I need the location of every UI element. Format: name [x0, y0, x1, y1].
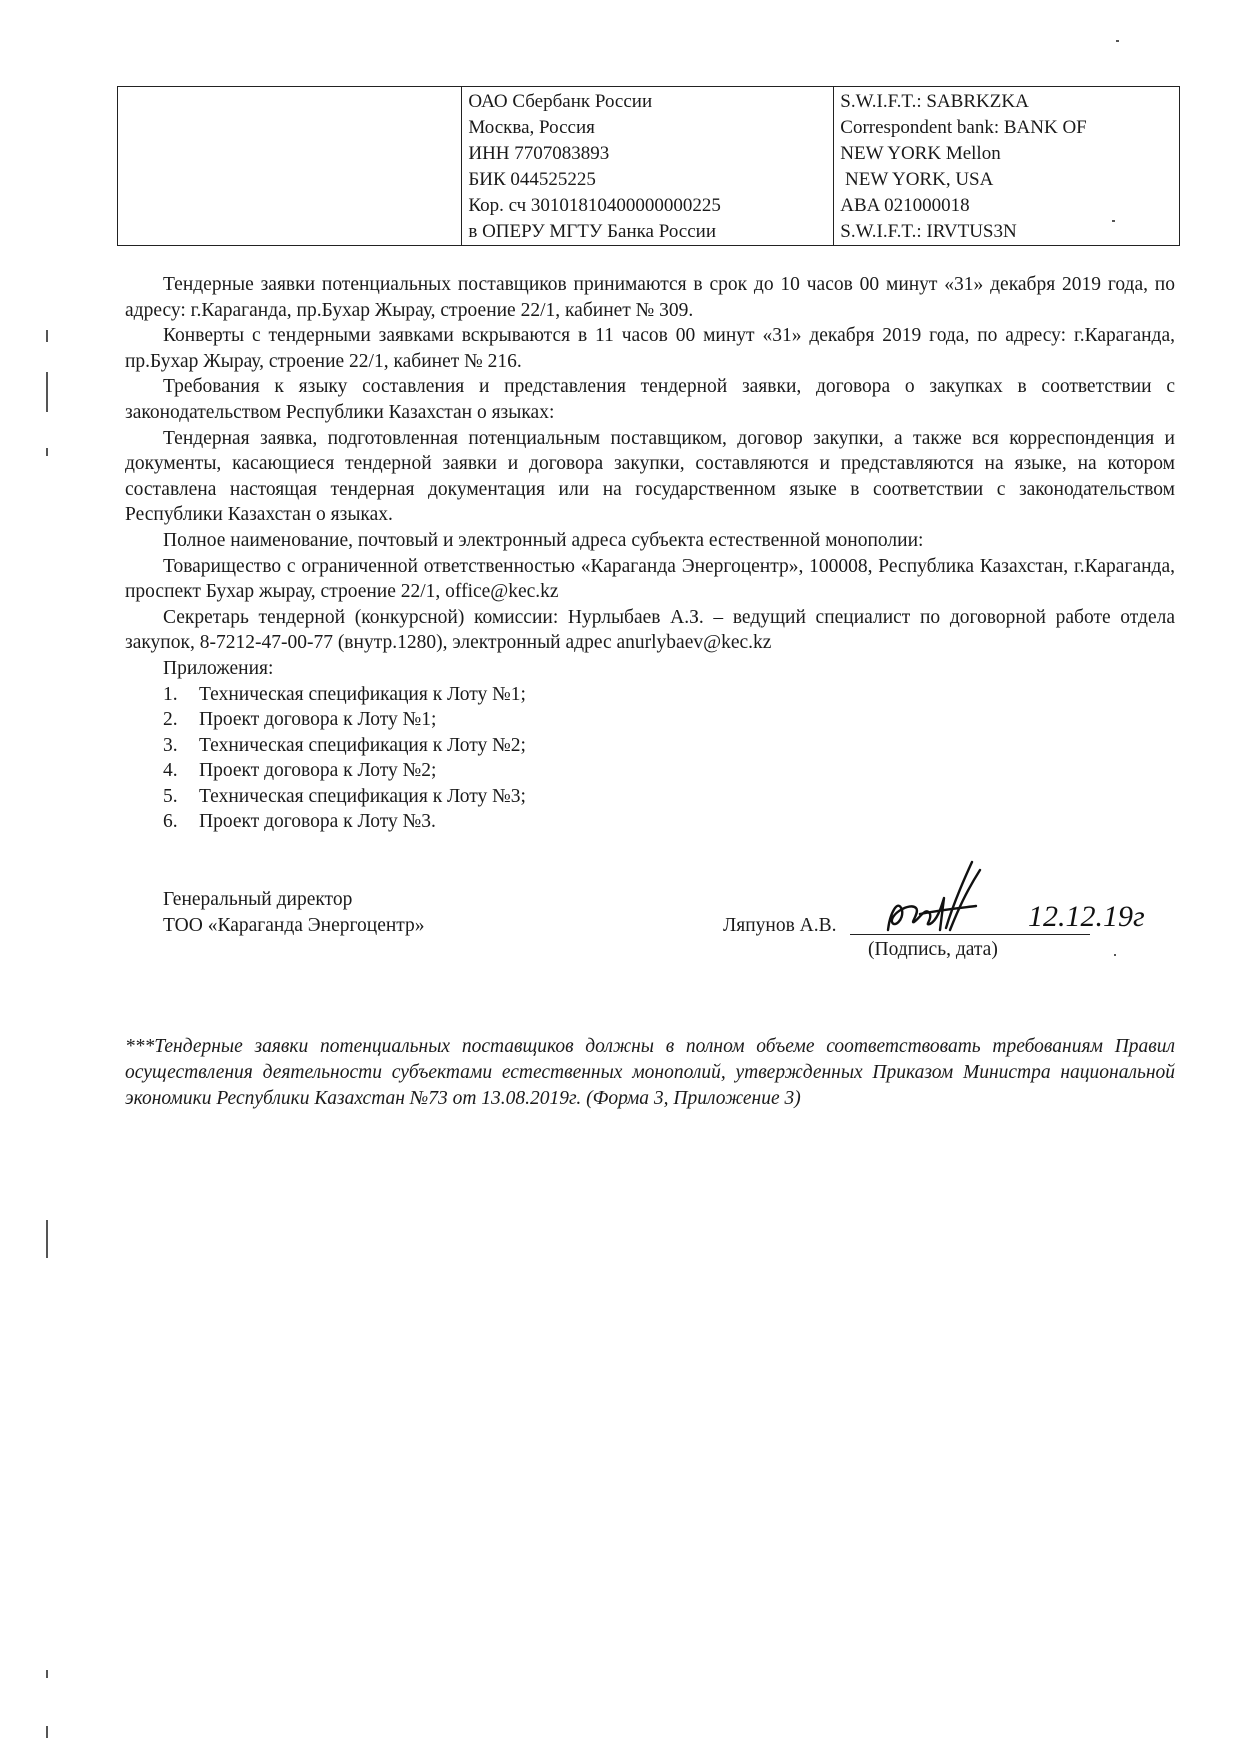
swift-line: Correspondent bank: BANK OF [840, 117, 1087, 138]
signatory-organization: ТОО «Караганда Энергоцентр» [163, 915, 425, 936]
swift-line: ABA 021000018 [840, 195, 970, 216]
list-item-text: Техническая спецификация к Лоту №1; [199, 683, 526, 705]
list-item-number: 6. [163, 811, 178, 833]
swift-line: NEW YORK, USA [840, 169, 994, 190]
scan-mark [1112, 220, 1115, 222]
bank-line: ОАО Сбербанк России [468, 91, 653, 112]
list-item-number: 2. [163, 709, 178, 731]
handwritten-signature [880, 858, 1150, 938]
list-item [163, 758, 1175, 784]
scan-mark [1116, 40, 1119, 42]
list-item-text: Техническая спецификация к Лоту №3; [199, 785, 526, 807]
list-item [163, 809, 1175, 835]
bank-line: БИК 044525225 [468, 169, 596, 190]
scan-mark [46, 372, 48, 412]
bank-table-empty-cell [118, 87, 462, 246]
list-item-text: Техническая спецификация к Лоту №2; [199, 734, 526, 756]
scan-mark [46, 448, 48, 456]
signatory-block [163, 887, 425, 939]
bank-table-swift-cell [834, 87, 1180, 246]
bank-line: ИНН 7707083893 [468, 143, 610, 164]
scan-mark [46, 1726, 48, 1738]
language-requirements-paragraph: Требования к языку составления и представления тендерной заявки, договора о закупках в соответствии с законодательством Республики Казахстан о языках: [125, 376, 1175, 423]
organization-address-paragraph: Товарищество с ограниченной ответственностью «Караганда Энергоцентр», 100008, Республика Казахстан, г.Караганда, проспект Бухар жырау, строение 22/1, office@kec.kz [125, 555, 1175, 603]
table-row [118, 87, 1180, 246]
scan-mark [46, 1670, 48, 1678]
swift-line: NEW YORK Mellon [840, 143, 1001, 164]
scan-mark [46, 1220, 48, 1258]
bank-details-table [117, 86, 1180, 246]
signatory-name: Ляпунов А.В. [723, 915, 837, 936]
swift-line: S.W.I.F.T.: SABRKZKA [840, 91, 1029, 112]
annex-list [125, 682, 1175, 836]
bank-line: Кор. сч 30101810400000000225 [468, 195, 721, 216]
list-item-text: Проект договора к Лоту №3. [199, 811, 436, 833]
bank-table-russia-cell [462, 87, 834, 246]
main-text [125, 272, 1175, 835]
bank-line: в ОПЕРУ МГТУ Банка России [468, 221, 717, 242]
deadline-paragraph: Тендерные заявки потенциальных поставщиков принимаются в срок до 10 часов 00 минут «31» декабря 2019 года, по адресу: г.Караганда, пр.Бухар Жырау, строение 22/1, кабинет № 309. [125, 274, 1175, 321]
footnote: ***Тендерные заявки потенциальных поставщиков должны в полном объеме соответствовать требованиям Правил осуществления деятельности субъектами естественных монополий, утвержденных Приказом Министра национальной экономики Республики Казахстан №73 от 13.08.2019г. (Форма 3, Приложение 3) [125, 1036, 1175, 1109]
signature-caption: (Подпись, дата) [868, 939, 998, 960]
list-item-number: 1. [163, 683, 178, 705]
signatory-position: Генеральный директор [163, 889, 353, 910]
addresses-heading-paragraph: Полное наименование, почтовый и электронный адреса субъекта естественной монополии: [163, 529, 924, 551]
list-item [163, 784, 1175, 810]
list-item [163, 682, 1175, 708]
list-item-text: Проект договора к Лоту №2; [199, 760, 437, 782]
secretary-paragraph: Секретарь тендерной (конкурсной) комиссии: Нурлыбаев А.З. – ведущий специалист по договорной работе отдела закупок, 8-7212-47-00-77 (внутр.1280), электронный адрес anurlybaev@kec.kz [125, 606, 1175, 654]
handwritten-date: 12.12.19г [1028, 900, 1145, 933]
opening-paragraph: Конверты с тендерными заявками вскрываются в 11 часов 00 минут «31» декабря 2019 года, по адресу: г.Караганда, пр.Бухар Жырау, строение 22/1, кабинет № 216. [125, 325, 1175, 372]
swift-line: S.W.I.F.T.: IRVTUS3N [840, 221, 1017, 242]
list-item-number: 3. [163, 734, 178, 756]
list-item [163, 733, 1175, 759]
annex-title: Приложения: [163, 657, 274, 679]
list-item [163, 707, 1175, 733]
list-item-number: 5. [163, 785, 178, 807]
bank-line: Москва, Россия [468, 117, 595, 138]
scan-mark [1114, 954, 1116, 956]
language-details-paragraph: Тендерная заявка, подготовленная потенциальным поставщиком, договор закупки, а также вся корреспонденция и документы, касающиеся тендерной заявки и договора закупки, составляются и представляются на языке, на котором составлена настоящая тендерная документация или на государственном языке в соответствии с законодательством Республики Казахстан о языках. [125, 427, 1175, 526]
list-item-number: 4. [163, 760, 178, 782]
scan-mark [46, 330, 48, 342]
list-item-text: Проект договора к Лоту №1; [199, 709, 437, 731]
